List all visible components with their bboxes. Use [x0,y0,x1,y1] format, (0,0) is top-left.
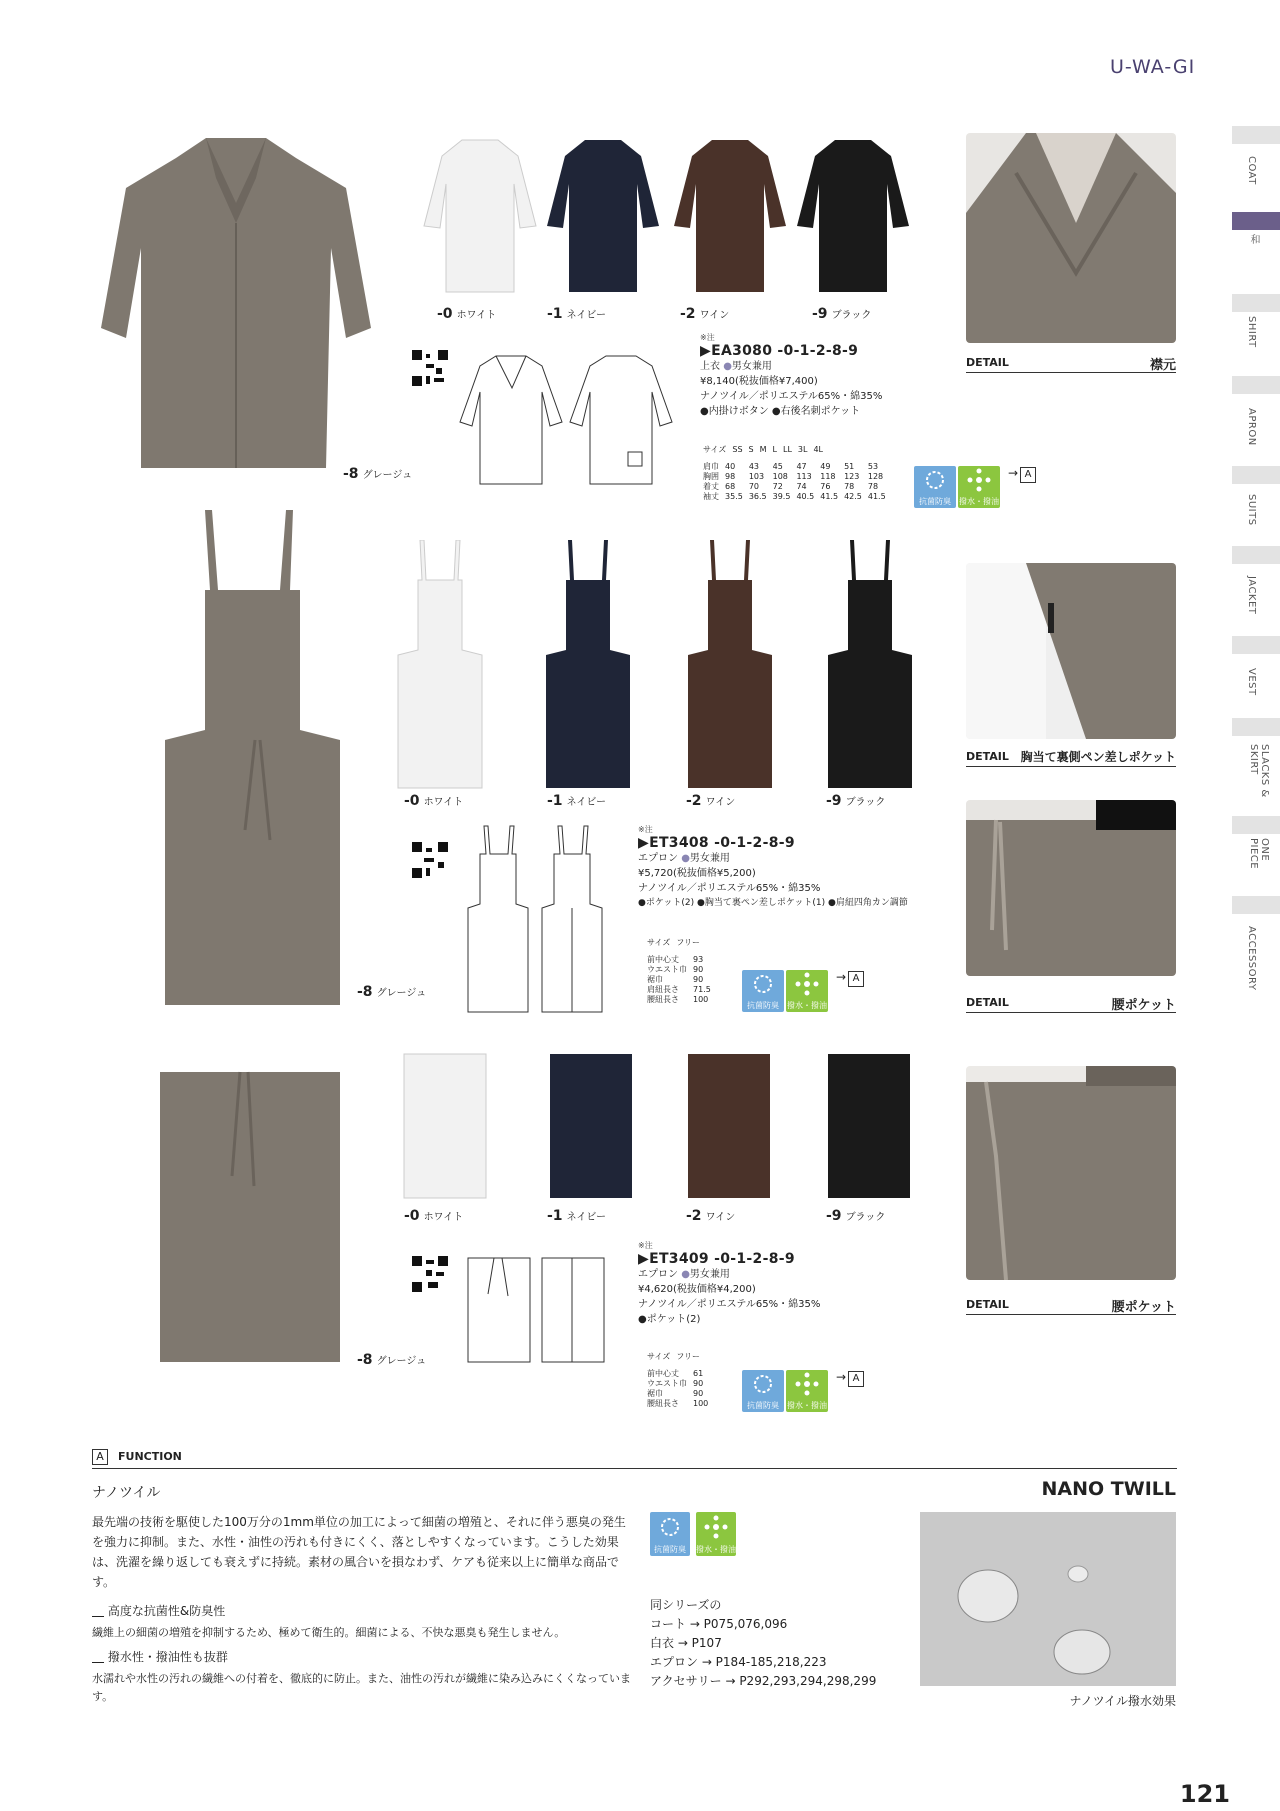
size-cell: 90 [693,965,704,974]
size-cell: 90 [693,975,704,984]
qr-code[interactable] [412,842,448,878]
bib-variant-label: -9 ブラック [826,793,886,809]
size-cell: 90 [693,1389,704,1398]
size-cell: 76 [820,482,831,491]
size-header-cell: SS [732,445,743,454]
photo-caption: ナノツイル撥水効果 [1069,1694,1176,1708]
detail-title: 襟元 [1149,358,1176,373]
bib-variant-black [820,540,920,790]
waist-variant-black [824,1050,914,1200]
size-header-cell: フリー [676,938,701,947]
size-cell: 袖丈 [703,492,719,501]
size-row [644,1399,711,1409]
water-repellent-badge: 撥水・撥油 [786,1370,828,1412]
size-row [644,965,714,975]
series-link[interactable]: エプロン → P184-185,218,223 [650,1655,827,1669]
water-repellent-photo [920,1512,1176,1686]
tab-apron[interactable]: APRON [1232,376,1280,456]
size-header-cell: S [748,445,754,454]
size-row [644,1369,711,1379]
product-price: ¥8,140(税抜価格¥7,400) [700,376,818,387]
size-header-cell: 3L [797,445,808,454]
product-code: ▶ET3408 -0-1-2-8-9 [638,835,795,851]
tab-jacket[interactable]: JACKET [1232,546,1280,626]
product-code: ▶EA3080 -0-1-2-8-9 [700,343,859,359]
tab-accessory[interactable]: ACCESSORY [1232,896,1280,986]
size-cell: 78 [844,482,855,491]
size-cell: 腰紐長さ [647,1399,679,1408]
series-link[interactable]: アクセサリー → P292,293,294,298,299 [650,1674,877,1688]
coat-variant-label: -2 ワイン [680,306,730,322]
size-cell: 108 [772,472,788,481]
size-cell: 39.5 [772,492,791,501]
function-jp-title: ナノツイル [92,1485,161,1501]
detail-title: 胸当て裏側ペン差しポケット [1020,750,1176,764]
size-header-cell: サイズ [647,1352,671,1361]
water-repellent-badge: 撥水・撥油 [958,466,1000,508]
size-cell: 98 [725,472,736,481]
qr-code[interactable] [412,350,448,386]
brand-title: U-WA-GI [1110,56,1196,78]
coat-variant-label: -0 ホワイト [437,306,497,322]
product-price: ¥5,720(税抜価格¥5,200) [638,868,756,879]
main-waist-apron-image [150,1066,350,1366]
size-row [700,482,889,492]
size-row [644,1379,711,1389]
water-repellent-badge: 撥水・撥油 [696,1512,736,1556]
waist-variant-label: -0 ホワイト [404,1208,464,1224]
size-cell: 43 [748,462,759,471]
tab-suits[interactable]: SUITS [1232,466,1280,526]
bib-variant-label: -0 ホワイト [404,793,464,809]
size-cell: 93 [693,955,704,964]
waist-variant-label: -9 ブラック [826,1208,886,1224]
size-header-cell: サイズ [647,938,671,947]
bib-technical-sketch [466,824,616,1014]
size-cell: 裾巾 [647,1389,663,1398]
waist-variant-white [400,1050,490,1200]
function-ref[interactable]: → A [836,970,864,987]
size-table-rows [700,462,889,502]
product-info-et3408: ※注 ▶ET3408 -0-1-2-8-9 エプロン ●男女兼用 ¥5,720(税抜価格¥5,200) ナノツイル／ポリエステル65%・綿35% ●ポケット(2) ●胸当て裏ペン差しポケット(1) ●肩紐四角カン調節 [638,824,968,911]
antibac-badge: 抗菌防臭 [742,970,784,1012]
size-table [644,1352,703,1362]
size-cell: 40 [725,462,736,471]
tab-wa[interactable]: 和 [1232,212,1280,252]
coat-variant-white [420,136,540,296]
size-row [700,472,889,482]
size-table-rows [644,1369,711,1409]
waist-variant-label: -1 ネイビー [547,1208,606,1224]
antibac-badge: 抗菌防臭 [650,1512,690,1556]
point1-body: 繊維上の細菌の増殖を抑制するため、極めて衛生的。細菌による、不快な悪臭も発生しません。 [92,1626,566,1639]
size-header-cell: M [759,445,767,454]
page-number: 121 [1179,1780,1230,1808]
tab-vest[interactable]: VEST [1232,636,1280,706]
size-cell: 72 [772,482,783,491]
product-info-ea3080: ※注 ▶EA3080 -0-1-2-8-9 上衣 ●男女兼用 ¥8,140(税抜価格¥7,400) ナノツイル／ポリエステル65%・綿35% ●内掛けボタン ●右後名刺ポケット [700,332,960,419]
size-row [700,492,889,502]
detail-title: 腰ポケット [1111,998,1176,1013]
function-ref[interactable]: → A [1008,466,1036,483]
detail-label: DETAIL [966,1298,1009,1311]
detail-photo-waist-apron-pocket [966,1066,1176,1280]
coat-variant-label: -1 ネイビー [547,306,606,322]
size-cell: 49 [820,462,831,471]
size-cell: 100 [693,995,709,1004]
size-cell: 70 [748,482,759,491]
size-cell: 裾巾 [647,975,663,984]
coat-variant-navy [543,136,663,296]
coat-main-variant: -8 グレージュ [343,466,413,482]
size-cell: 53 [867,462,879,471]
series-list: 同シリーズの コート → P075,076,096 白衣 → P107 エプロン → P184-185,218,223 アクセサリー → P292,293,294,298,299 [650,1596,876,1691]
function-ref[interactable]: → A [836,1370,864,1387]
coat-variant-wine [670,136,790,296]
waist-variant-navy [546,1050,636,1200]
series-link[interactable]: 白衣 → P107 [650,1636,722,1650]
point2-body: 水濡れや水性の汚れの繊維への付着を、徹底的に防止。また、油性の汚れが繊維に染み込みにくくなっています。 [92,1672,631,1703]
detail-label: DETAIL [966,750,1009,763]
size-row [644,995,714,1005]
size-cell: 61 [693,1369,704,1378]
size-cell: 肩紐長さ [647,985,679,994]
size-header-cell: LL [782,445,792,454]
size-row [644,985,714,995]
size-cell: 103 [748,472,765,481]
size-cell: 前中心丈 [647,1369,679,1378]
coat-variant-black [793,136,913,296]
size-cell: 71.5 [693,985,711,994]
waist-variant-label: -2 ワイン [686,1208,736,1224]
size-cell: 41.5 [820,492,839,501]
size-cell: 113 [796,472,812,481]
size-cell: 着丈 [703,482,719,491]
size-cell: 45 [772,462,783,471]
detail-label: DETAIL [966,356,1009,369]
size-cell: 68 [725,482,736,491]
point2-title: 撥水性・撥油性も抜群 [107,1650,228,1664]
series-link[interactable]: コート → P075,076,096 [650,1617,788,1631]
size-cell: 胸囲 [703,472,719,481]
waist-technical-sketch [466,1254,616,1364]
waist-main-variant: -8 グレージュ [357,1352,427,1368]
water-repellent-badge: 撥水・撥油 [786,970,828,1012]
detail-photo-pen-pocket [966,563,1176,739]
size-cell: 41.5 [867,492,886,501]
point1-title: 高度な抗菌性&防臭性 [107,1604,226,1618]
size-cell: 100 [693,1399,709,1408]
size-cell: 90 [693,1379,704,1388]
tab-coat[interactable]: COAT [1232,126,1280,186]
size-cell: 118 [820,472,836,481]
size-cell: 40.5 [796,492,815,501]
side-tabs [1232,126,1280,991]
function-body: 最先端の技術を駆使した100万分の1mm単位の加工によって細菌の増殖と、それに伴う悪臭の発生を強力に抑制。また、水性・油性の汚れも付きにくく、落としやすくなっています。こうした効果は、洗濯を繰り返しても衰えずに持続。素材の風合いを損なわず、ケアも従来以上に簡単な商品です。 [92,1515,626,1589]
size-cell: 前中心丈 [647,955,679,964]
function-header: A FUNCTION [92,1449,182,1465]
bib-main-variant: -8 グレージュ [357,984,427,1000]
antibac-badge: 抗菌防臭 [914,466,956,508]
main-bib-apron-image [160,510,350,1010]
bib-variant-label: -2 ワイン [686,793,736,809]
size-cell: 78 [867,482,879,491]
size-table [700,445,826,463]
size-table-rows [644,955,714,1005]
detail-photo-collar [966,133,1176,343]
size-cell: 128 [867,472,884,481]
size-row [700,462,889,472]
size-cell: 腰紐長さ [647,995,679,1004]
size-header-cell: サイズ [703,445,727,454]
size-row [644,975,714,985]
size-table [644,938,703,948]
tab-one-piece[interactable]: ONE PIECE [1232,816,1280,876]
function-box: A [92,1449,108,1465]
bib-variant-white [390,540,490,790]
product-code: ▶ET3409 -0-1-2-8-9 [638,1251,795,1267]
qr-code[interactable] [412,1256,448,1292]
size-cell: 肩巾 [703,462,719,471]
waist-variant-wine [684,1050,774,1200]
size-cell: ウエスト巾 [647,1379,687,1388]
size-cell: 36.5 [748,492,767,501]
function-en-title: NANO TWILL [1041,1478,1176,1500]
size-row [644,1389,711,1399]
size-header-cell: L [772,445,777,454]
size-row [644,955,714,965]
bib-variant-wine [680,540,780,790]
size-cell: 74 [796,482,807,491]
size-cell: 35.5 [725,492,743,501]
coat-technical-sketch [458,352,688,488]
product-info-et3409: ※注 ▶ET3409 -0-1-2-8-9 エプロン ●男女兼用 ¥4,620(税抜価格¥4,200) ナノツイル／ポリエステル65%・綿35% ●ポケット(2) [638,1240,938,1327]
antibac-badge: 抗菌防臭 [742,1370,784,1412]
main-coat-image [96,128,386,478]
size-cell: 51 [844,462,855,471]
size-header-cell: フリー [676,1352,701,1361]
product-price: ¥4,620(税抜価格¥4,200) [638,1284,756,1295]
size-cell: 42.5 [844,492,862,501]
size-cell: ウエスト巾 [647,965,687,974]
detail-label: DETAIL [966,996,1009,1009]
coat-variant-label: -9 ブラック [812,306,872,322]
bib-variant-label: -1 ネイビー [547,793,606,809]
bib-variant-navy [538,540,638,790]
size-header-cell: 4L [813,445,823,454]
size-cell: 47 [796,462,807,471]
size-cell: 123 [844,472,860,481]
tab-slacks-skirt[interactable]: SLACKS & SKIRT [1232,718,1280,798]
detail-photo-waist-pocket [966,800,1176,976]
tab-shirt[interactable]: SHIRT [1232,294,1280,354]
detail-title: 腰ポケット [1111,1300,1176,1315]
